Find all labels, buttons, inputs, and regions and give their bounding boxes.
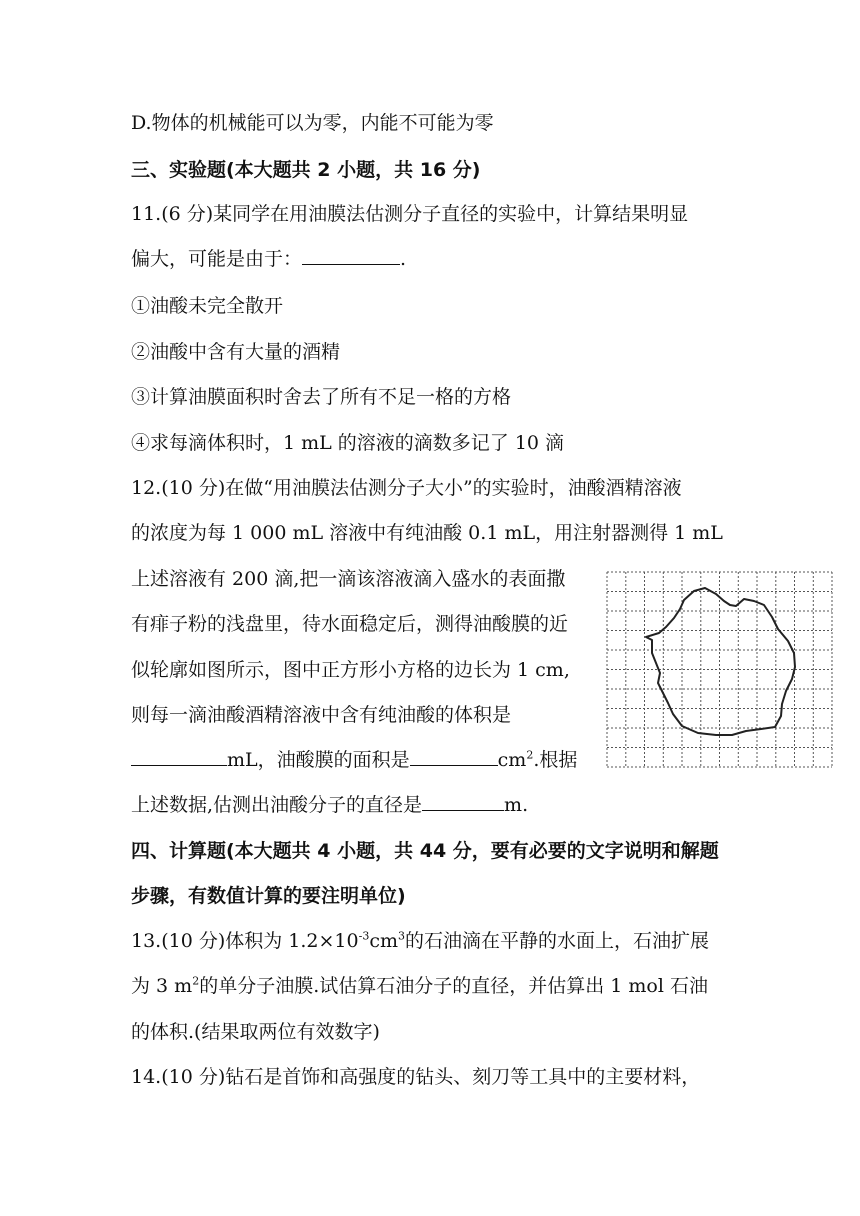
section-heading-calculation: 四、计算题(本大题共 4 小题，共 44 分，要有必要的文字说明和解题 — [131, 840, 719, 862]
question-12-line2: 的浓度为每 1 000 mL 溶液中有纯油酸 0.1 mL，用注射器测得 1 mL — [131, 522, 723, 544]
superscript: -3 — [358, 929, 370, 943]
option-2: ②油酸中含有大量的酒精 — [131, 341, 341, 363]
grid-lines — [607, 572, 832, 767]
question-14-line1: 14.(10 分)钻石是首饰和高强度的钻头、刻刀等工具中的主要材料， — [131, 1066, 701, 1088]
question-11-text: 偏大，可能是由于： — [131, 248, 303, 270]
question-12-line3: 上述溶液有 200 滴,把一滴该溶液滴入盛水的表面撒 — [131, 568, 566, 590]
text: 13.(10 分)体积为 1.2×10 — [131, 930, 359, 952]
unit: cm — [497, 749, 527, 771]
unit: cm — [369, 930, 399, 952]
text: 的石油滴在平静的水面上，石油扩展 — [405, 930, 710, 952]
superscript: 3 — [398, 929, 406, 943]
question-11-line2 — [131, 246, 406, 272]
question-12-line7 — [131, 747, 577, 773]
question-12-line5: 似轮廓如图所示，图中正方形小方格的边长为 1 cm, — [131, 659, 570, 681]
question-12-line4: 有痱子粉的浅盘里，待水面稳定后，测得油酸膜的近 — [131, 613, 569, 635]
answer-blank — [302, 246, 400, 265]
period: . — [400, 248, 407, 270]
answer-blank — [422, 792, 504, 811]
question-12-line6: 则每一滴油酸酒精溶液中含有纯油酸的体积是 — [131, 704, 512, 726]
text: 上述数据,估测出油酸分子的直径是 — [131, 794, 423, 816]
text: .根据 — [533, 749, 578, 771]
question-13-line1 — [131, 928, 709, 954]
superscript: 2 — [526, 748, 534, 762]
section-heading-experiment: 三、实验题(本大题共 2 小题，共 16 分) — [131, 159, 481, 181]
line-option-d: D.物体的机械能可以为零，内能不可能为零 — [131, 112, 494, 134]
section-heading-calculation-cont: 步骤，有数值计算的要注明单位) — [131, 885, 406, 907]
answer-blank — [131, 747, 227, 766]
option-4: ④求每滴体积时，1 mL 的溶液的滴数多记了 10 滴 — [131, 432, 565, 454]
question-13-line3: 的体积.(结果取两位有效数字) — [131, 1021, 380, 1043]
oil-film-outline — [646, 588, 795, 735]
question-11-line1: 11.(6 分)某同学在用油膜法估测分子直径的实验中，计算结果明显 — [131, 203, 689, 225]
question-12-line8 — [131, 792, 528, 818]
text: 的单分子油膜.试估算石油分子的直径，并估算出 1 mol 石油 — [199, 975, 708, 997]
question-12-line1: 12.(10 分)在做“用油膜法估测分子大小”的实验时，油酸酒精溶液 — [131, 477, 682, 499]
text: mL，油酸膜的面积是 — [227, 749, 410, 771]
oil-film-grid-figure — [606, 571, 834, 768]
superscript: 2 — [192, 974, 200, 988]
answer-blank — [410, 747, 498, 766]
option-1: ①油酸未完全散开 — [131, 295, 284, 317]
text: 为 3 m — [131, 975, 193, 997]
option-3: ③计算油膜面积时舍去了所有不足一格的方格 — [131, 386, 512, 408]
question-13-line2 — [131, 973, 708, 999]
unit: m. — [504, 794, 529, 816]
